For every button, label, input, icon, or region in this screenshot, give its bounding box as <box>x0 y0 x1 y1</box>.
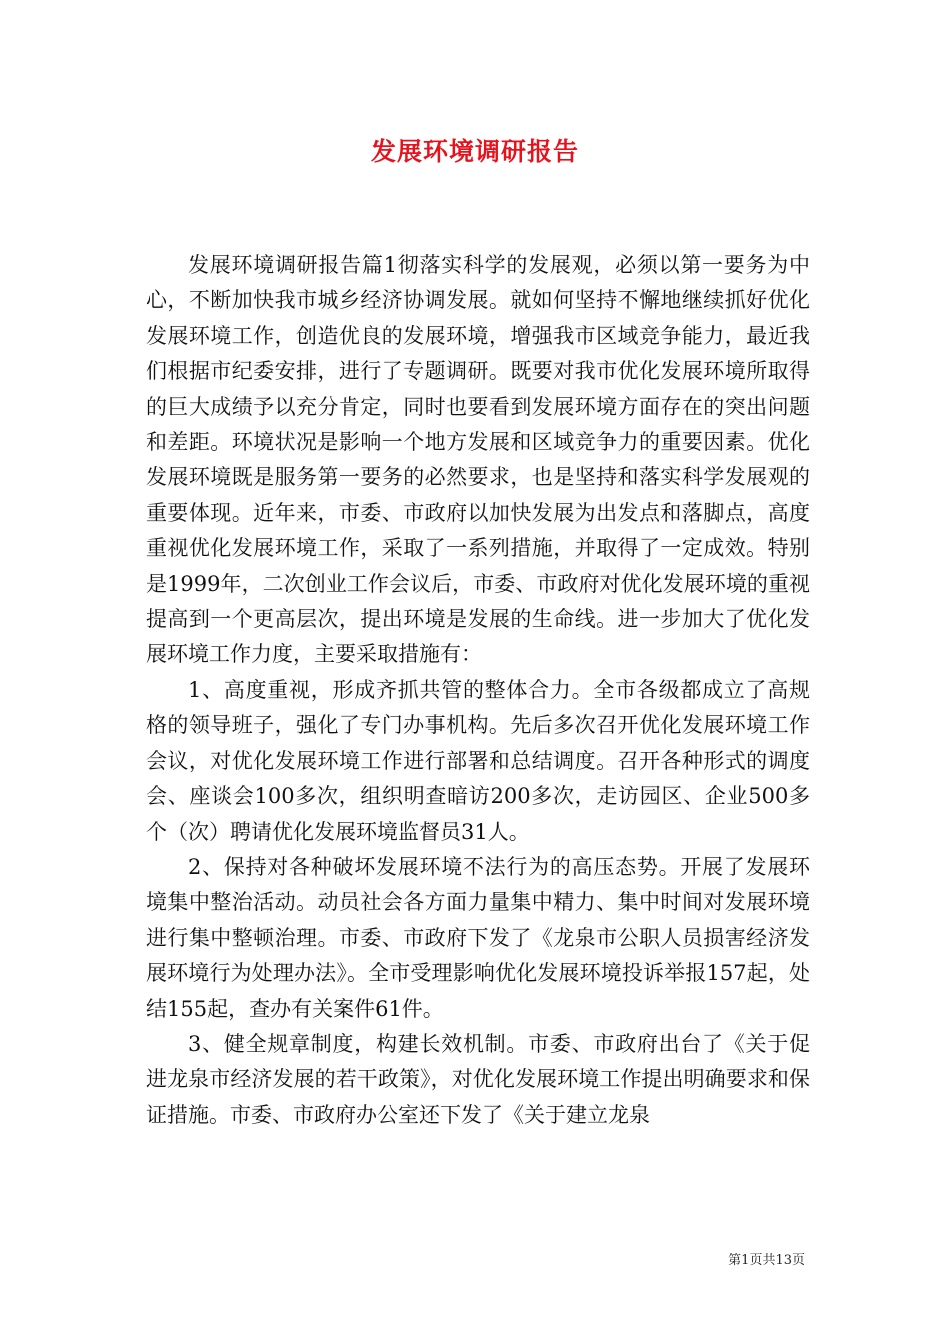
paragraph-intro: 发展环境调研报告篇1彻落实科学的发展观，必须以第一要务为中心，不断加快我市城乡经济协调发展。就如何坚持不懈地继续抓好优化发展环境工作，创造优良的发展环境，增强我市区域竞争能力，最近我们根据市纪委安排，进行了专题调研。既要对我市优化发展环境所取得的巨大成绩予以充分肯定，同时也要看到发展环境方面存在的突出问题和差距。环境状况是影响一个地方发展和区域竞争力的重要因素。优化发展环境既是服务第一要务的必然要求，也是坚持和落实科学发展观的重要体现。近年来，市委、市政府以加快发展为出发点和落脚点，高度重视优化发展环境工作，采取了一系列措施，并取得了一定成效。特别是1999年，二次创业工作会议后，市委、市政府对优化发展环境的重视提高到一个更高层次，提出环境是发展的生命线。进一步加大了优化发展环境工作力度，主要采取措施有： <box>146 253 810 667</box>
document-title: 发展环境调研报告 <box>370 137 579 166</box>
document-body <box>146 248 810 1133</box>
paragraph-measure-1: 1、高度重视，形成齐抓共管的整体合力。全市各级都成立了高规格的领导班子，强化了专门办事机构。先后多次召开优化发展环境工作会议，对优化发展环境工作进行部署和总结调度。召开各种形式的调度会、座谈会100多次，组织明查暗访200多次，走访园区、企业500多个（次）聘请优化发展环境监督员31人。 <box>146 677 810 844</box>
paragraph-measure-2: 2、保持对各种破坏发展环境不法行为的高压态势。开展了发展环境集中整治活动。动员社会各方面力量集中精力、集中时间对发展环境进行集中整顿治理。市委、市政府下发了《龙泉市公职人员损害经济发展环境行为处理办法》。全市受理影响优化发展环境投诉举报157起，处结155起，查办有关案件61件。 <box>146 854 810 1021</box>
paragraph-measure-3: 3、健全规章制度，构建长效机制。市委、市政府出台了《关于促进龙泉市经济发展的若干政策》，对优化发展环境工作提出明确要求和保证措施。市委、市政府办公室还下发了《关于建立龙泉 <box>146 1031 810 1127</box>
page-number: 第1页共13页 <box>728 1253 805 1268</box>
